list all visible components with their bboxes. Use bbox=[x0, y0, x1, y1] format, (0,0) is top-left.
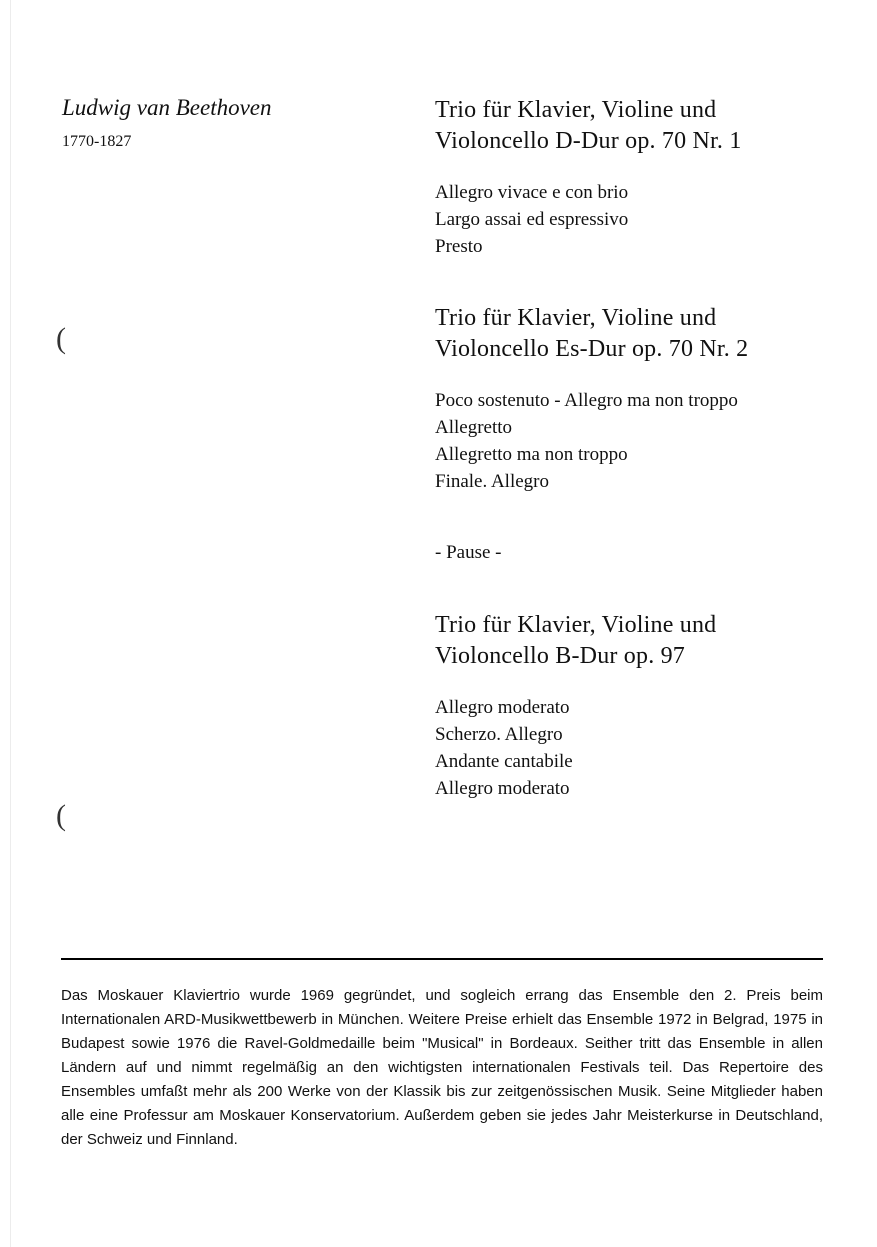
margin-mark: ( bbox=[56, 322, 66, 355]
margin-mark: ( bbox=[56, 799, 66, 832]
movement: Presto bbox=[435, 236, 483, 257]
composer-years: 1770-1827 bbox=[62, 133, 132, 150]
work-title-line: Violoncello D-Dur op. 70 Nr. 1 bbox=[435, 128, 742, 154]
movement-list bbox=[435, 694, 855, 802]
page-edge-mark bbox=[10, 0, 11, 1247]
work-title-line: Violoncello B-Dur op. 97 bbox=[435, 643, 685, 669]
movement: Scherzo. Allegro bbox=[435, 724, 563, 745]
ensemble-biography: Das Moskauer Klaviertrio wurde 1969 gegründet, und sogleich errang das Ensemble den 2. Preis beim Internationalen ARD-Musikwettbewerb in München. Weitere Preise erhielt das Ensemble 1972 in Belgrad, 1975 in Budapest sowie 1976 die Ravel-Goldmedaille beim "Musical" in Bordeaux. Seither tritt das Ensemble in allen Ländern auf und nimmt regelmäßig an den wichtigsten internationalen Festivals teil. Das Repertoire des Ensembles umfaßt mehr als 200 Werke von der Klassik bis zur zeitgenössischen Musik. Seine Mitglieder haben alle eine Professur am Moskauer Konservatorium. Außerdem geben sie jedes Jahr Meisterkurse in Deutschland, der Schweiz und Finnland. bbox=[61, 987, 823, 1148]
movement: Poco sostenuto - Allegro ma non troppo bbox=[435, 390, 738, 411]
intermission: - Pause - bbox=[435, 542, 502, 563]
work-entry bbox=[435, 610, 855, 802]
program-list bbox=[435, 95, 855, 802]
work-title bbox=[435, 95, 855, 157]
work-title bbox=[435, 610, 855, 672]
movement-list bbox=[435, 179, 855, 260]
divider-rule bbox=[61, 958, 823, 960]
movement: Largo assai ed espressivo bbox=[435, 209, 629, 230]
work-title-line: Violoncello Es-Dur op. 70 Nr. 2 bbox=[435, 336, 749, 362]
work-entry bbox=[435, 95, 855, 260]
work-title-line: Trio für Klavier, Violine und bbox=[435, 305, 717, 331]
movement: Andante cantabile bbox=[435, 751, 573, 772]
movement: Allegro moderato bbox=[435, 778, 570, 799]
movement-list bbox=[435, 387, 855, 495]
work-title-line: Trio für Klavier, Violine und bbox=[435, 97, 717, 123]
work-title-line: Trio für Klavier, Violine und bbox=[435, 612, 717, 638]
work-entry bbox=[435, 303, 855, 495]
composer-name: Ludwig van Beethoven bbox=[62, 95, 272, 120]
work-title bbox=[435, 303, 855, 365]
movement: Finale. Allegro bbox=[435, 471, 549, 492]
movement: Allegretto ma non troppo bbox=[435, 444, 628, 465]
movement: Allegro vivace e con brio bbox=[435, 182, 629, 203]
movement: Allegretto bbox=[435, 417, 513, 438]
movement: Allegro moderato bbox=[435, 697, 570, 718]
